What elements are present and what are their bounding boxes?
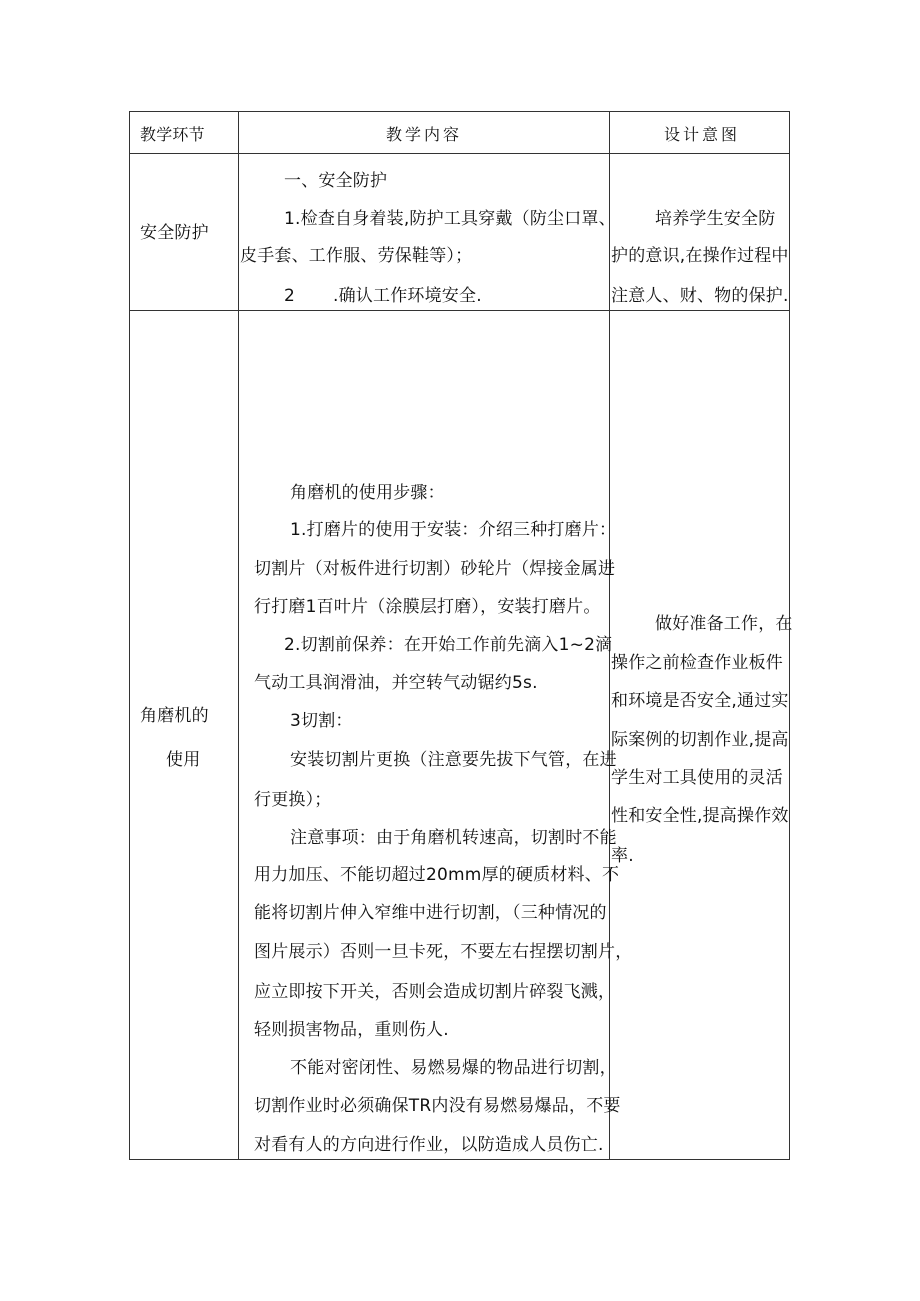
row2-intent-line: 操作之前检查作业板件	[611, 653, 783, 673]
row2-content-line: 3切割：	[290, 711, 353, 731]
row2-content-line: 不能对密闭性、易燃易爆的物品进行切割，	[290, 1058, 617, 1078]
row2-intent-line: 率.	[611, 846, 634, 866]
row2-content-line: 切割片（对板件进行切割）砂轮片（焊接金属进	[254, 559, 616, 579]
row1-content-line: 一、安全防护	[284, 171, 388, 191]
header-intent: 设计意图	[664, 125, 741, 144]
row-divider	[129, 153, 790, 154]
row2-intent-line: 做好准备工作，在	[655, 614, 793, 634]
row2-content-line: 对看有人的方向进行作业，以防造成人员伤亡.	[254, 1135, 604, 1155]
row2-intent-line: 性和安全性,提高操作效	[611, 806, 789, 826]
row2-intent-line: 和环境是否安全,通过实	[611, 691, 789, 711]
row-divider	[129, 310, 790, 311]
row2-intent-line: 际案例的切割作业,提高	[611, 730, 789, 750]
row2-content-line: 切割作业时必须确保TR内没有易燃易爆品，不要	[254, 1096, 621, 1116]
row1-content-line: .确认工作环境安全.	[333, 286, 482, 306]
row2-content-line: 行更换）；	[254, 790, 332, 810]
row2-content-line: 气动工具润滑油，并空转气动锯约5s.	[254, 673, 538, 693]
row2-intent-line: 学生对工具使用的灵活	[611, 768, 783, 788]
row2-content-line: 行打磨1百叶片（涂膜层打磨），安装打磨片。	[254, 597, 601, 617]
row2-content-line: 应立即按下开关，否则会造成切割片碎裂飞溅，	[254, 982, 616, 1002]
row1-stage: 安全防护	[140, 223, 209, 243]
row1-content-line: 2	[284, 286, 296, 306]
row2-content-line: 1.打磨片的使用于安装：介绍三种打磨片：	[290, 520, 617, 540]
row2-content-line: 轻则损害物品，重则伤人.	[254, 1020, 449, 1040]
row2-content-line: 用力加压、不能切超过20mm厚的硬质材料、不	[254, 865, 620, 885]
row2-content-line: 注意事项：由于角磨机转速高，切割时不能	[290, 828, 617, 848]
row2-content-line: 2.切割前保养：在开始工作前先滴入1~2滴	[284, 635, 613, 655]
row2-content-line: 安装切割片更换（注意要先拔下气管，在进	[290, 750, 617, 770]
row1-content-line: 1.检查自身着装,防护工具穿戴（防尘口罩、	[284, 209, 616, 229]
row2-content-line: 图片展示）否则一旦卡死，不要左右捏摆切割片，	[254, 942, 633, 962]
row1-content-line: 皮手套、工作服、劳保鞋等）；	[240, 246, 473, 266]
header-stage: 教学环节	[140, 125, 205, 144]
column-divider	[238, 111, 239, 1160]
row1-intent-line: 注意人、财、物的保护.	[611, 286, 789, 306]
row1-intent-line: 培养学生安全防	[655, 209, 776, 229]
row2-stage-line: 角磨机的	[140, 706, 209, 726]
row2-stage-line: 使用	[166, 750, 201, 770]
row2-content-line: 角磨机的使用步骤：	[290, 483, 445, 503]
row2-content-line: 能将切割片伸入窄维中进行切割，（三种情况的	[254, 903, 607, 923]
header-content: 教学内容	[386, 125, 463, 144]
row1-intent-line: 护的意识,在操作过程中	[611, 246, 789, 266]
